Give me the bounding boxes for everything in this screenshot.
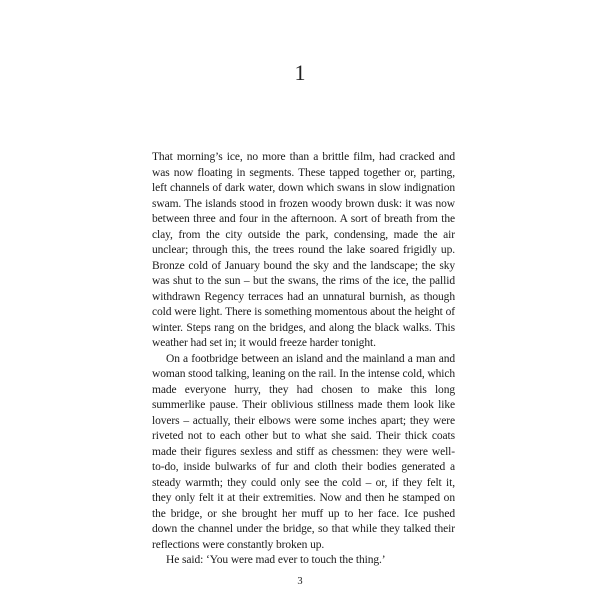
page-number: 3 (297, 576, 303, 587)
paragraph-2: On a footbridge between an island and the mainland a man and woman stood talking, leaning on the rail. In the intense cold, which made everyone hurry, they had chosen to make this long summerlike pause. Their oblivious stillness made them look like lovers – actually, their elbows were some inches apart; they were riveted not to each other but to what she said. Their thick coats made their figures sexless and stiff as chessmen: they were well-to-do, inside bulwarks of fur and cloth their bodies generated a steady warmth; they could only see the cold – or, if they felt it, they only felt it at their extremities. Now and then he stamped on the bridge, or she brought her muff up to her face. Ice pushed down the channel under the bridge, so that while they talked their reflections were constantly broken up. (152, 352, 455, 551)
paragraph-3: He said: ‘You were mad ever to touch the thing.’ (166, 554, 386, 566)
chapter-body (152, 150, 455, 569)
paragraph-1: That morning’s ice, no more than a brittle film, had cracked and was now floating in segments. These tapped together or, parting, left channels of dark water, down which swans in slow indignation swam. The islands stood in frozen woody brown dusk: it was now between three and four in the afternoon. A sort of breath from the clay, from the city outside the park, condensing, made the air unclear; through this, the trees round the lake soared frigidly up. Bronze cold of January bound the sky and the landscape; the sky was shut to the sun – but the swans, the rims of the ice, the pallid withdrawn Regency terraces had an unnatural burnish, as though cold were light. There is something momentous about the height of winter. Steps rang on the bridges, and along the black walks. This weather had set in; it would freeze harder tonight. (152, 151, 455, 349)
chapter-number: 1 (294, 60, 306, 85)
